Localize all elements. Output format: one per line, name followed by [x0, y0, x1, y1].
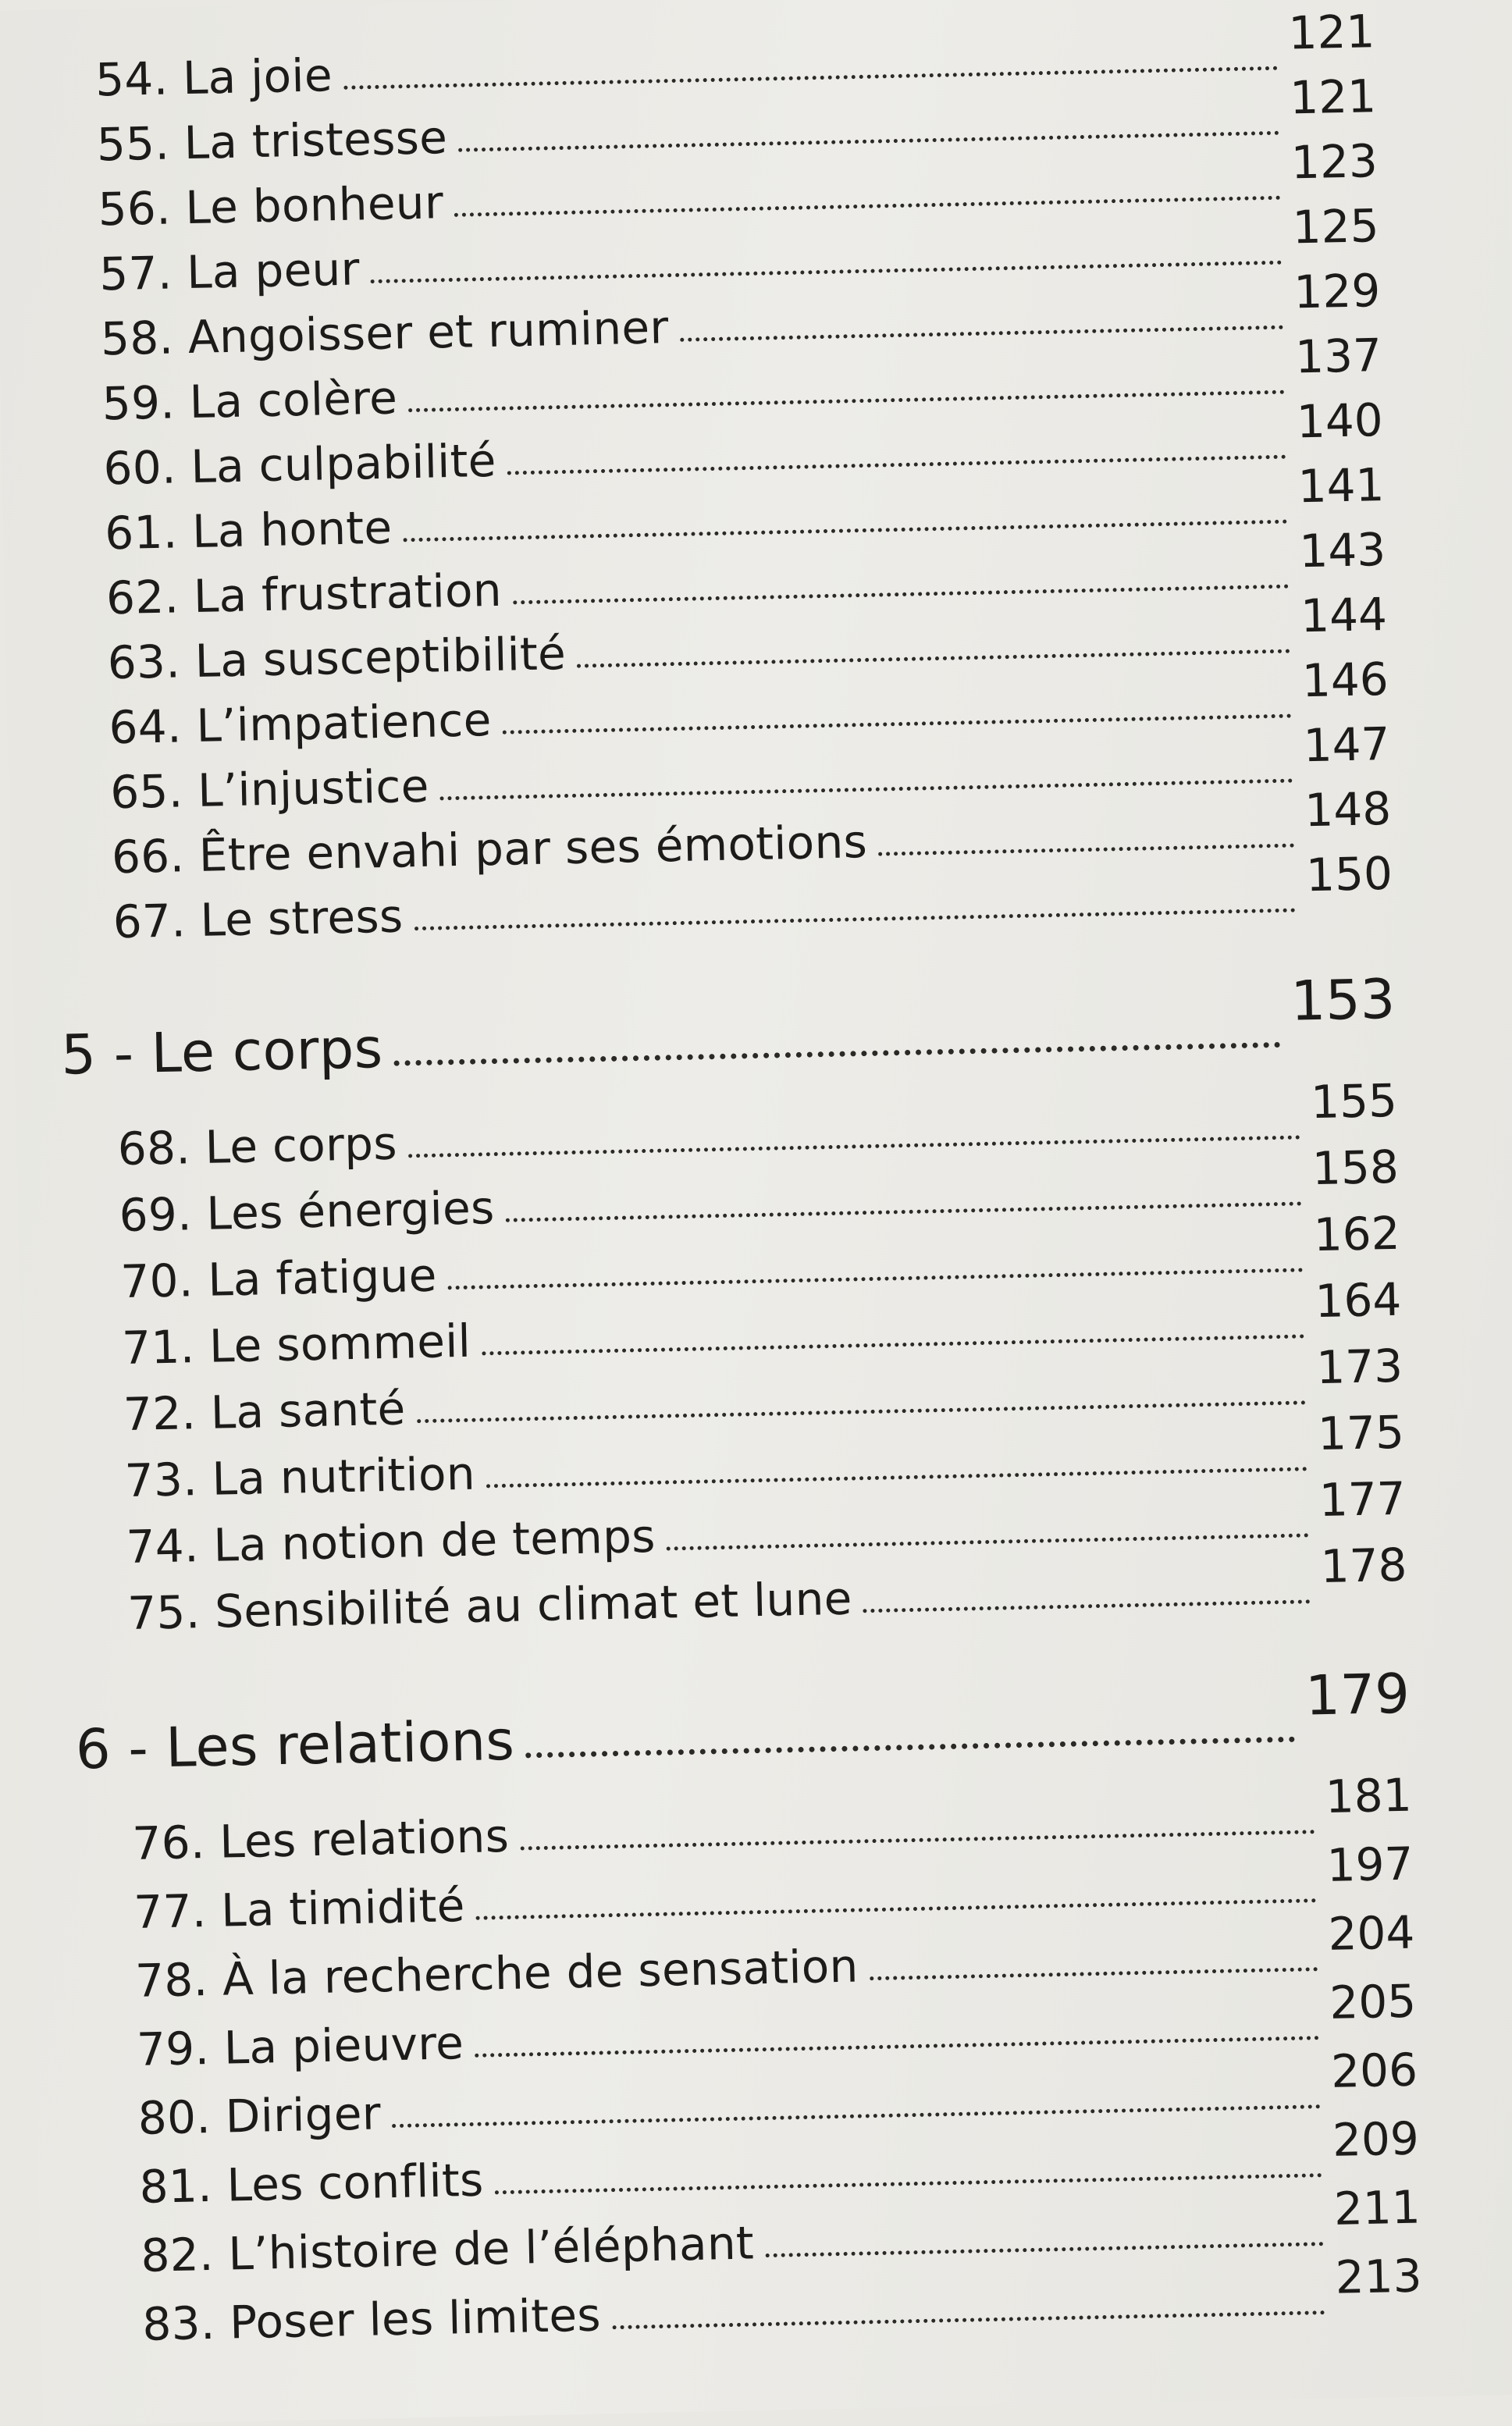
dot-leader	[878, 844, 1294, 856]
toc-entry-title: 70. La fatigue	[119, 1248, 438, 1309]
dot-leader	[525, 1737, 1295, 1759]
toc-chapter-heading	[75, 1661, 1411, 1782]
toc-entry-page: 147	[1302, 717, 1391, 773]
toc-entry-title: 56. Le bonheur	[97, 176, 444, 237]
toc-entry-page: 181	[1325, 1768, 1413, 1823]
dot-leader	[765, 2242, 1324, 2257]
chapter-page: 179	[1304, 1661, 1411, 1728]
dot-leader	[863, 1599, 1311, 1613]
toc-chapter-heading	[60, 966, 1396, 1087]
chapter-title: 6 - Les relations	[75, 1708, 515, 1782]
toc-entry-page: 140	[1296, 393, 1384, 449]
toc-entry-title: 65. L’injustice	[109, 759, 430, 820]
dot-leader	[476, 1898, 1317, 1920]
toc-entry-page: 148	[1304, 781, 1392, 838]
toc-entry-page: 121	[1287, 5, 1375, 60]
toc-entry-page: 164	[1314, 1272, 1402, 1329]
toc-entry-title: 72. La santé	[123, 1382, 407, 1442]
toc-entry-title: 68. Le corps	[117, 1116, 398, 1176]
toc-entry-title: 71. Le sommeil	[121, 1314, 471, 1375]
toc-entry-title: 78. À la recherche de sensation	[134, 1939, 859, 2008]
dot-leader	[392, 2104, 1321, 2128]
toc-entry-page: 137	[1294, 329, 1382, 384]
dot-leader	[495, 2173, 1322, 2194]
toc-entry-page: 173	[1315, 1339, 1403, 1395]
toc-entry-title: 83. Poser les limites	[141, 2288, 602, 2351]
dot-leader	[520, 1830, 1315, 1850]
dot-leader	[394, 1042, 1281, 1066]
toc-entry-page: 121	[1289, 69, 1377, 125]
toc-entry-page: 146	[1301, 652, 1389, 708]
toc-entry-page: 143	[1298, 522, 1386, 578]
dot-leader	[667, 1533, 1309, 1550]
chapter-title: 5 - Le corps	[60, 1016, 384, 1087]
toc-entry-title: 80. Diriger	[137, 2086, 382, 2145]
toc-entry-title: 74. La notion de temps	[125, 1509, 656, 1574]
toc-entry-title: 75. Sensibilité au climat et lune	[126, 1571, 853, 1641]
toc-entry-title: 61. La honte	[104, 500, 393, 560]
toc-entry-title: 76. Les relations	[131, 1809, 510, 1870]
toc-entry-title: 60. La culpabilité	[102, 433, 497, 496]
toc-entry-title: 79. La pieuvre	[136, 2016, 464, 2076]
toc-entry-page: 197	[1325, 1837, 1414, 1892]
toc-entry-title: 62. La frustration	[105, 563, 503, 625]
dot-leader	[414, 908, 1296, 930]
dot-leader	[475, 2036, 1319, 2058]
dot-leader	[612, 2310, 1325, 2329]
toc-entry-page: 209	[1332, 2111, 1420, 2167]
toc-entry-page: 178	[1319, 1538, 1408, 1594]
toc-entry-title: 69. Les énergies	[118, 1181, 496, 1243]
toc-entry-page: 125	[1292, 199, 1380, 254]
toc-entry-title: 66. Être envahi par ses émotions	[111, 814, 868, 884]
toc-entry-title: 73. La nutrition	[124, 1446, 476, 1508]
dot-leader	[680, 325, 1284, 342]
toc-entry-page: 144	[1300, 587, 1388, 643]
toc-entry-title: 54. La joie	[94, 48, 333, 107]
toc-entry-title: 64. L’impatience	[108, 693, 493, 755]
toc-entry-page: 158	[1311, 1140, 1400, 1196]
toc-entry-page: 175	[1317, 1405, 1405, 1461]
toc-entry-title: 63. La susceptibilité	[107, 627, 567, 690]
toc-entry-page: 129	[1293, 264, 1381, 319]
toc-entry-page: 162	[1313, 1206, 1401, 1262]
toc-entry-page: 177	[1318, 1471, 1407, 1528]
dot-leader	[870, 1967, 1318, 1980]
toc-entry-title: 81. Les conflits	[139, 2153, 485, 2214]
toc-entry-title: 55. La tristesse	[96, 111, 448, 172]
toc-entry-page: 211	[1333, 2180, 1421, 2236]
toc-entry-page: 155	[1310, 1073, 1398, 1129]
toc-entry-page: 141	[1297, 458, 1386, 514]
toc-entry-page: 213	[1335, 2249, 1423, 2304]
toc-entry-title: 57. La peur	[98, 242, 361, 301]
toc-entry-page: 204	[1327, 1905, 1415, 1961]
toc-entry-page: 205	[1329, 1974, 1417, 2029]
toc-entry-title: 58. Angoisser et ruminer	[100, 301, 670, 366]
chapter-page: 153	[1290, 966, 1396, 1033]
toc-entry-title: 67. Le stress	[112, 889, 404, 949]
toc-entry-title: 82. L’histoire de l’éléphant	[140, 2216, 755, 2282]
toc-entry-title: 77. La timidité	[133, 1879, 466, 1939]
toc-entry-page: 206	[1330, 2043, 1418, 2098]
toc-entry-page: 150	[1305, 846, 1393, 902]
toc-entry-page: 123	[1290, 134, 1379, 190]
toc-entry-title: 59. La colère	[101, 371, 398, 431]
